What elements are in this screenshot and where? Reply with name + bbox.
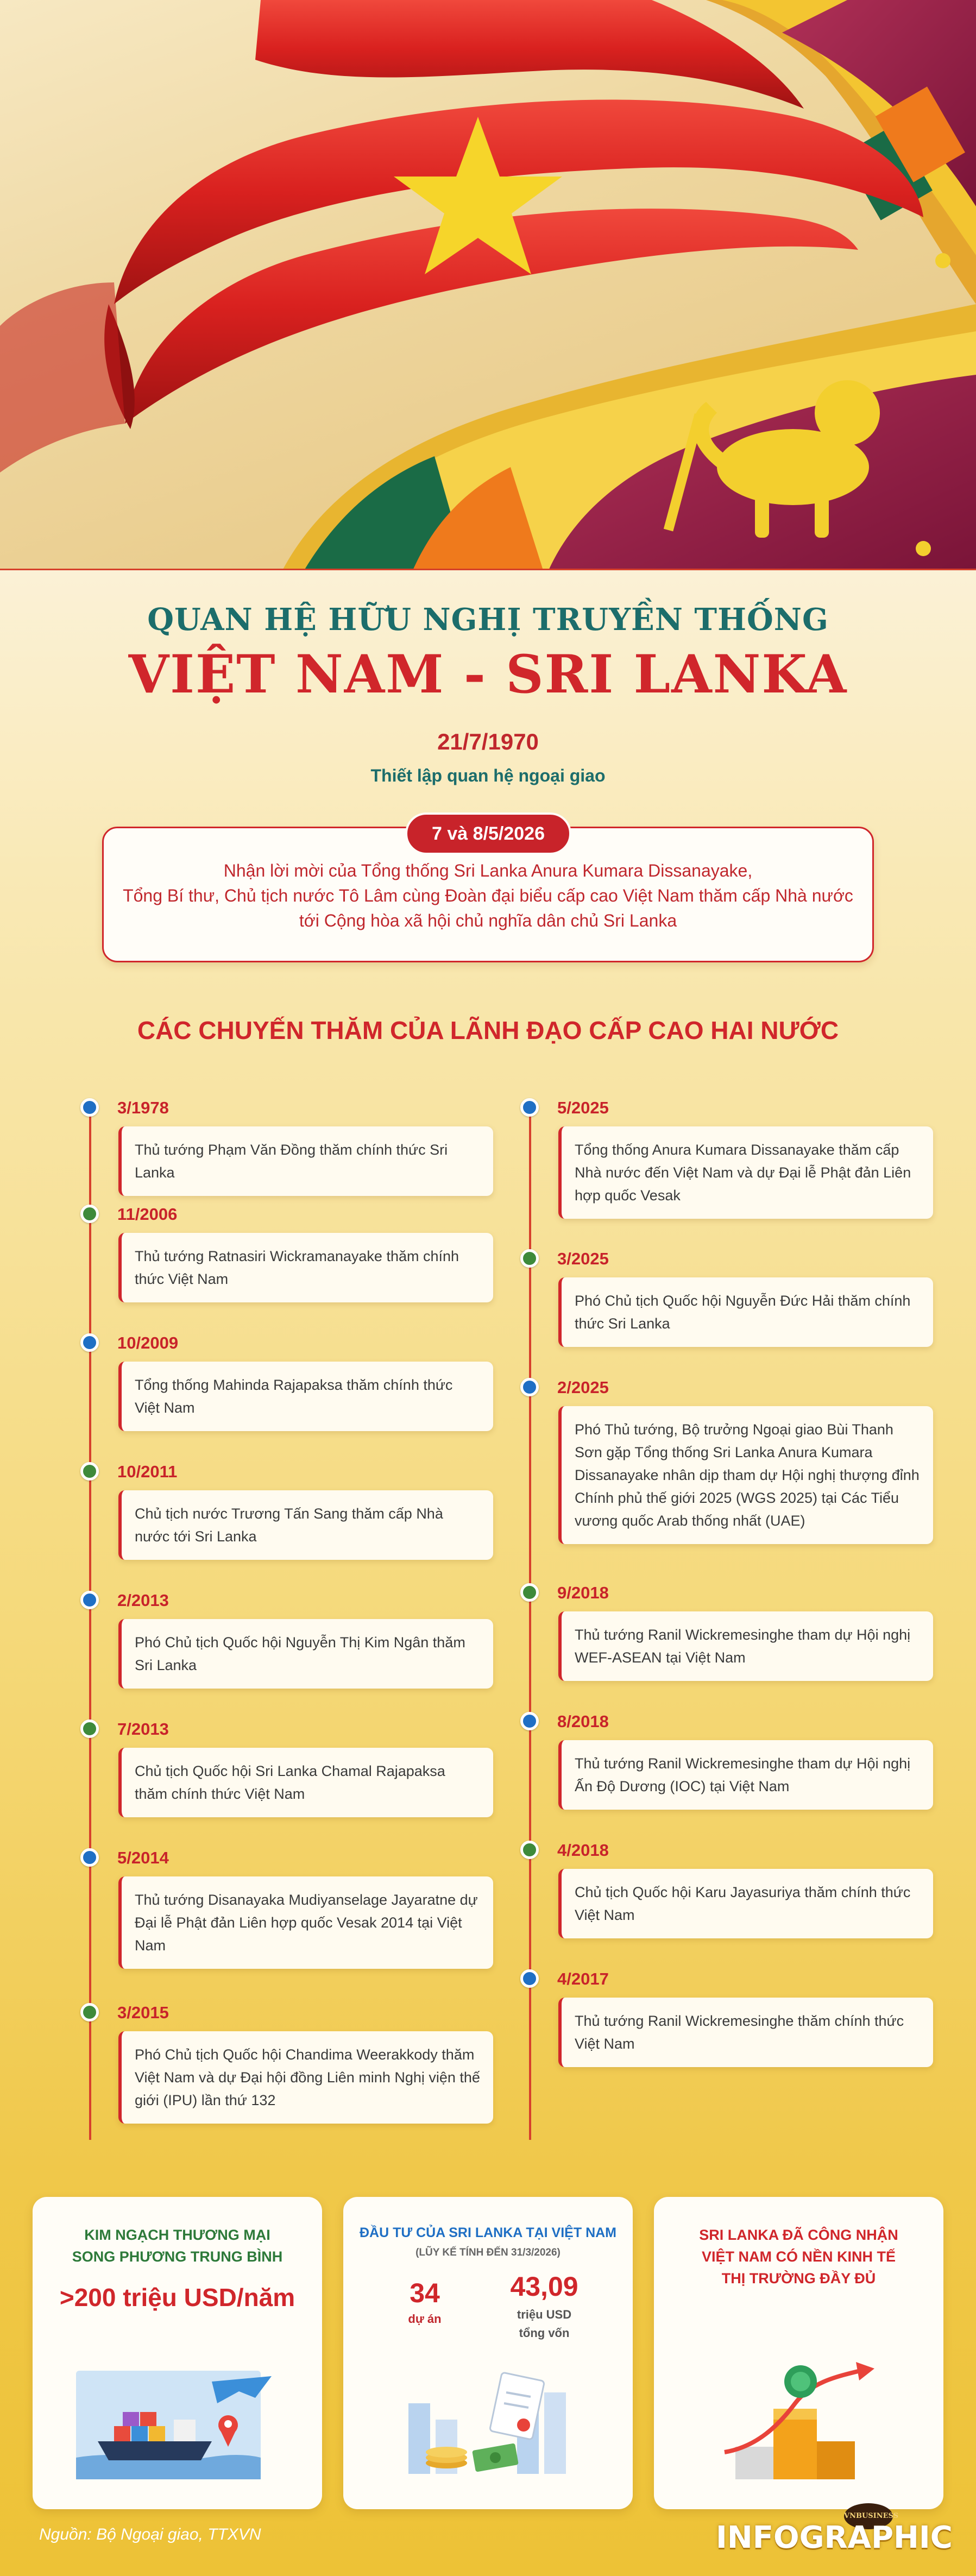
established-caption: Thiết lập quan hệ ngoại giao (370, 766, 606, 785)
flag-ribbons-illustration (0, 0, 976, 570)
timeline-date: 2/2013 (117, 1591, 169, 1610)
state-visit-line: Nhận lời mời của Tổng thống Sri Lanka Anura Kumara Dissanayake, (223, 861, 753, 880)
capital-value: 43,09 (510, 2271, 578, 2302)
timeline-dot-icon (80, 1720, 99, 1738)
timeline-dot-icon (520, 1249, 539, 1268)
timeline-card: Phó Thủ tướng, Bộ trưởng Ngoại giao Bùi Thanh Sơn gặp Tổng thống Sri Lanka Anura Kumara Dissanayake nhân dịp tham dự Hội nghị thượng đỉnh Chính phủ thế giới 2025 (WGS 2025) tại Các Tiểu vương quốc Arab thống nhất (UAE) (558, 1406, 933, 1544)
page-subtitle: QUAN HỆ HỮU NGHỊ TRUYỀN THỐNG (147, 602, 829, 638)
timeline-date: 4/2017 (557, 1969, 609, 1988)
timeline-date: 3/2025 (557, 1249, 609, 1268)
timeline-date: 9/2018 (557, 1583, 609, 1602)
timeline-card: Phó Chủ tịch Quốc hội Chandima Weerakkody thăm Việt Nam và dự Đại hội đồng Liên minh Nghị viện thế giới (IPU) lần thứ 132 (118, 2031, 493, 2124)
timeline-dot-icon (80, 1333, 99, 1352)
timeline-card: Tổng thống Anura Kumara Dissanayake thăm cấp Nhà nước đến Việt Nam và dự Đại lễ Phật đản Liên hợp quốc Vesak (558, 1126, 933, 1219)
timeline-dot-icon (80, 2003, 99, 2021)
trade-heading-line: SONG PHƯƠNG TRUNG BÌNH (72, 2249, 283, 2265)
cargo-ship-illustration (76, 2360, 282, 2485)
growth-chart-illustration (714, 2360, 887, 2485)
investment-illustration (398, 2371, 577, 2485)
capital-label-line: tổng vốn (519, 2326, 570, 2340)
projects-value: 34 (410, 2278, 440, 2308)
market-heading-line: VIỆT NAM CÓ NỀN KINH TẾ (701, 2249, 896, 2265)
brand-wordmark: INFOGRAPHIC (716, 2520, 953, 2555)
hero-banner (0, 0, 976, 570)
projects-label: dự án (408, 2312, 442, 2326)
timeline-card: Thủ tướng Phạm Văn Đồng thăm chính thức Sri Lanka (118, 1126, 493, 1196)
timeline-dot-icon (520, 1841, 539, 1859)
trade-card (33, 2197, 322, 2509)
market-heading (654, 2224, 943, 2289)
timeline-date: 3/1978 (117, 1098, 169, 1117)
capital-label-line: triệu USD (517, 2308, 572, 2321)
timeline-dot-icon (520, 1098, 539, 1117)
section-title: CÁC CHUYẾN THĂM CỦA LÃNH ĐẠO CẤP CAO HAI NƯỚC (137, 1016, 839, 1044)
timeline-date: 8/2018 (557, 1712, 609, 1731)
timeline-card: Thủ tướng Ratnasiri Wickramanayake thăm chính thức Việt Nam (118, 1233, 493, 1302)
timeline-dot-icon (520, 1712, 539, 1730)
timeline-dot-icon (80, 1462, 99, 1481)
page-title: VIỆT NAM - SRI LANKA (128, 644, 848, 705)
established-date: 21/7/1970 (437, 729, 539, 754)
timeline-card: Tổng thống Mahinda Rajapaksa thăm chính thức Việt Nam (118, 1362, 493, 1431)
timeline-card: Thủ tướng Disanayaka Mudiyanselage Jayaratne dự Đại lễ Phật đản Liên hợp quốc Vesak 2014 tại Việt Nam (118, 1876, 493, 1969)
trade-value: >200 triệu USD/năm (59, 2283, 295, 2312)
timeline-card: Thủ tướng Ranil Wickremesinghe thăm chính thức Việt Nam (558, 1998, 933, 2067)
timeline-date: 2/2025 (557, 1378, 609, 1397)
market-heading-line: THỊ TRƯỜNG ĐẦY ĐỦ (721, 2270, 876, 2287)
state-visit-line: tới Cộng hòa xã hội chủ nghĩa dân chủ Sri Lanka (299, 911, 677, 930)
timeline-card: Phó Chủ tịch Quốc hội Nguyễn Đức Hải thăm chính thức Sri Lanka (558, 1277, 933, 1347)
timeline-dot-icon (520, 1583, 539, 1602)
timeline-date: 7/2013 (117, 1720, 169, 1739)
state-visit-date-badge: 7 và 8/5/2026 (405, 813, 571, 855)
timeline-card: Thủ tướng Ranil Wickremesinghe tham dự Hội nghị Ấn Độ Dương (IOC) tại Việt Nam (558, 1740, 933, 1810)
timeline-date: 5/2014 (117, 1848, 169, 1867)
trade-heading-line: KIM NGẠCH THƯƠNG MẠI (84, 2227, 270, 2243)
state-visit-description (114, 858, 862, 933)
timeline-card: Thủ tướng Ranil Wickremesinghe tham dự Hội nghị WEF-ASEAN tại Việt Nam (558, 1611, 933, 1681)
market-heading-line: SRI LANKA ĐÃ CÔNG NHẬN (699, 2227, 898, 2243)
state-visit-line: Tổng Bí thư, Chủ tịch nước Tô Lâm cùng Đoàn đại biểu cấp cao Việt Nam thăm cấp Nhà nước (123, 886, 853, 905)
timeline-date: 5/2025 (557, 1098, 609, 1117)
timeline-date: 10/2009 (117, 1333, 179, 1352)
timeline-date: 4/2018 (557, 1841, 609, 1860)
brand-logo-badge: VNBUSINESS (844, 2503, 893, 2529)
timeline-dot-icon (80, 1591, 99, 1609)
timeline-dot-icon (520, 1378, 539, 1396)
source-credit: Nguồn: Bộ Ngoại giao, TTXVN (39, 2525, 261, 2543)
investment-heading: ĐẦU TƯ CỦA SRI LANKA TẠI VIỆT NAM (359, 2225, 617, 2240)
timeline-card: Chủ tịch Quốc hội Sri Lanka Chamal Rajapaksa thăm chính thức Việt Nam (118, 1748, 493, 1817)
timeline-dot-icon (520, 1969, 539, 1988)
timeline-card: Phó Chủ tịch Quốc hội Nguyễn Thị Kim Ngân thăm Sri Lanka (118, 1619, 493, 1689)
timeline-card: Chủ tịch Quốc hội Karu Jayasuriya thăm chính thức Việt Nam (558, 1869, 933, 1938)
trade-heading (33, 2224, 322, 2268)
capital-label (501, 2306, 588, 2342)
timeline-dot-icon (80, 1098, 99, 1117)
timeline-card: Chủ tịch nước Trương Tấn Sang thăm cấp Nhà nước tới Sri Lanka (118, 1490, 493, 1560)
timeline-line-left (89, 1103, 91, 2140)
timeline-dot-icon (80, 1205, 99, 1223)
timeline-date: 3/2015 (117, 2003, 169, 2022)
market-economy-card (654, 2197, 943, 2509)
timeline-date: 10/2011 (117, 1462, 178, 1481)
timeline-date: 11/2006 (117, 1205, 178, 1224)
investment-subheading: (LŨY KẾ TÍNH ĐẾN 31/3/2026) (415, 2247, 561, 2258)
timeline-dot-icon (80, 1848, 99, 1867)
investment-card (343, 2197, 633, 2509)
